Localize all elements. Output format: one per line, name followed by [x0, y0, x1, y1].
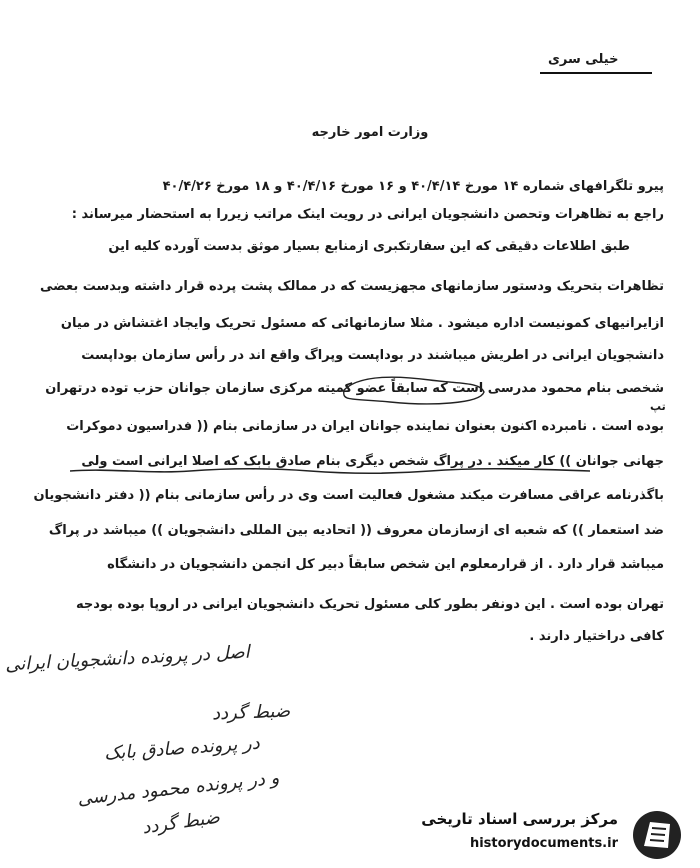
handwritten-note: و در پرونده محمود مدرسی — [76, 767, 281, 810]
handwritten-note: ضبط گردد — [211, 700, 291, 725]
handwritten-mark — [340, 372, 488, 408]
classification-label: خیلی سری — [548, 52, 619, 67]
classification-underline — [540, 72, 652, 74]
handwritten-underline — [70, 467, 590, 475]
body-line: بوده است . نامبرده اکنون بعنوان نماینده جوانان ایران در سازمانی بنام (( فدراسیون دموکرات — [66, 419, 664, 434]
body-line: کافی دراختیار دارند . — [529, 629, 664, 644]
body-line: ضد استعمار )) که شعبه ای ازسازمان معروف (( اتحادیه بین المللی دانشجویان )) میباشد در پراگ — [48, 523, 664, 538]
handwritten-note: در پرونده صادق بابک — [103, 732, 261, 765]
body-line: راجع به تظاهرات وتحصن دانشجویان ایرانی در رویت اینک مراتب زیررا به استحضار میرساند : — [71, 207, 664, 222]
archive-logo-icon — [630, 808, 684, 862]
body-line: دانشجویان ایرانی در اطریش میباشند در بوداپست وپراگ واقع اند در رأس سازمان بوداپست — [81, 348, 664, 363]
ministry-header: وزارت امور خارجه — [311, 125, 429, 140]
body-line: ازایرانیهای کمونیست اداره میشود . مثلا سازمانهائی که مسئول تحریک وایجاد اغتشاش در میان — [60, 316, 664, 331]
body-line: طبق اطلاعات دقیقی که این سفارتکبری ازمنابع بسیار موثق بدست آورده کلیه این — [108, 239, 630, 254]
body-line: جهانی جوانان )) کار میکند . در پراگ شخص دیگری بنام صادق بابک که اصلا ایرانی است ولی — [81, 454, 664, 469]
handwritten-note: اصل در پرونده دانشجویان ایرانی — [4, 641, 251, 676]
watermark — [408, 806, 690, 862]
body-line: تهران بوده است . این دونفر بطور کلی مسئول تحریک دانشجویان ایرانی در اروپا بوده بودجه — [76, 597, 664, 612]
body-line: تظاهرات بتحریک ودستور سازمانهای مجهزیست که در ممالک پشت پرده قرار داشته وبدست بعضی — [40, 279, 664, 294]
handwritten-note: ضبط گردد — [140, 806, 222, 839]
body-line: میباشد قرار دارد . از قرارمعلوم این شخص سابقاً دبیر کل انجمن دانشجویان در دانشگاه — [107, 557, 664, 572]
watermark-url: historydocuments.ir — [469, 836, 618, 851]
body-line: باگذرنامه عراقی مسافرت میکند مشغول فعالیت است وی در رأس سازمانی بنام (( دفتر دانشجویان — [33, 488, 664, 503]
body-line: پیرو تلگرافهای شماره ۱۴ مورخ ۴۰/۴/۱۴ و ۱۶ مورخ ۴۰/۴/۱۶ و ۱۸ مورخ ۴۰/۴/۲۶ — [162, 179, 664, 194]
margin-note: تپ — [650, 400, 666, 413]
watermark-title: مرکز بررسی اسناد تاریخی — [421, 810, 618, 828]
body-line: شخصی بنام محمود مدرسی است که سابقاً عضو کمیته مرکزی سازمان جوانان حزب توده درتهران — [45, 381, 664, 396]
